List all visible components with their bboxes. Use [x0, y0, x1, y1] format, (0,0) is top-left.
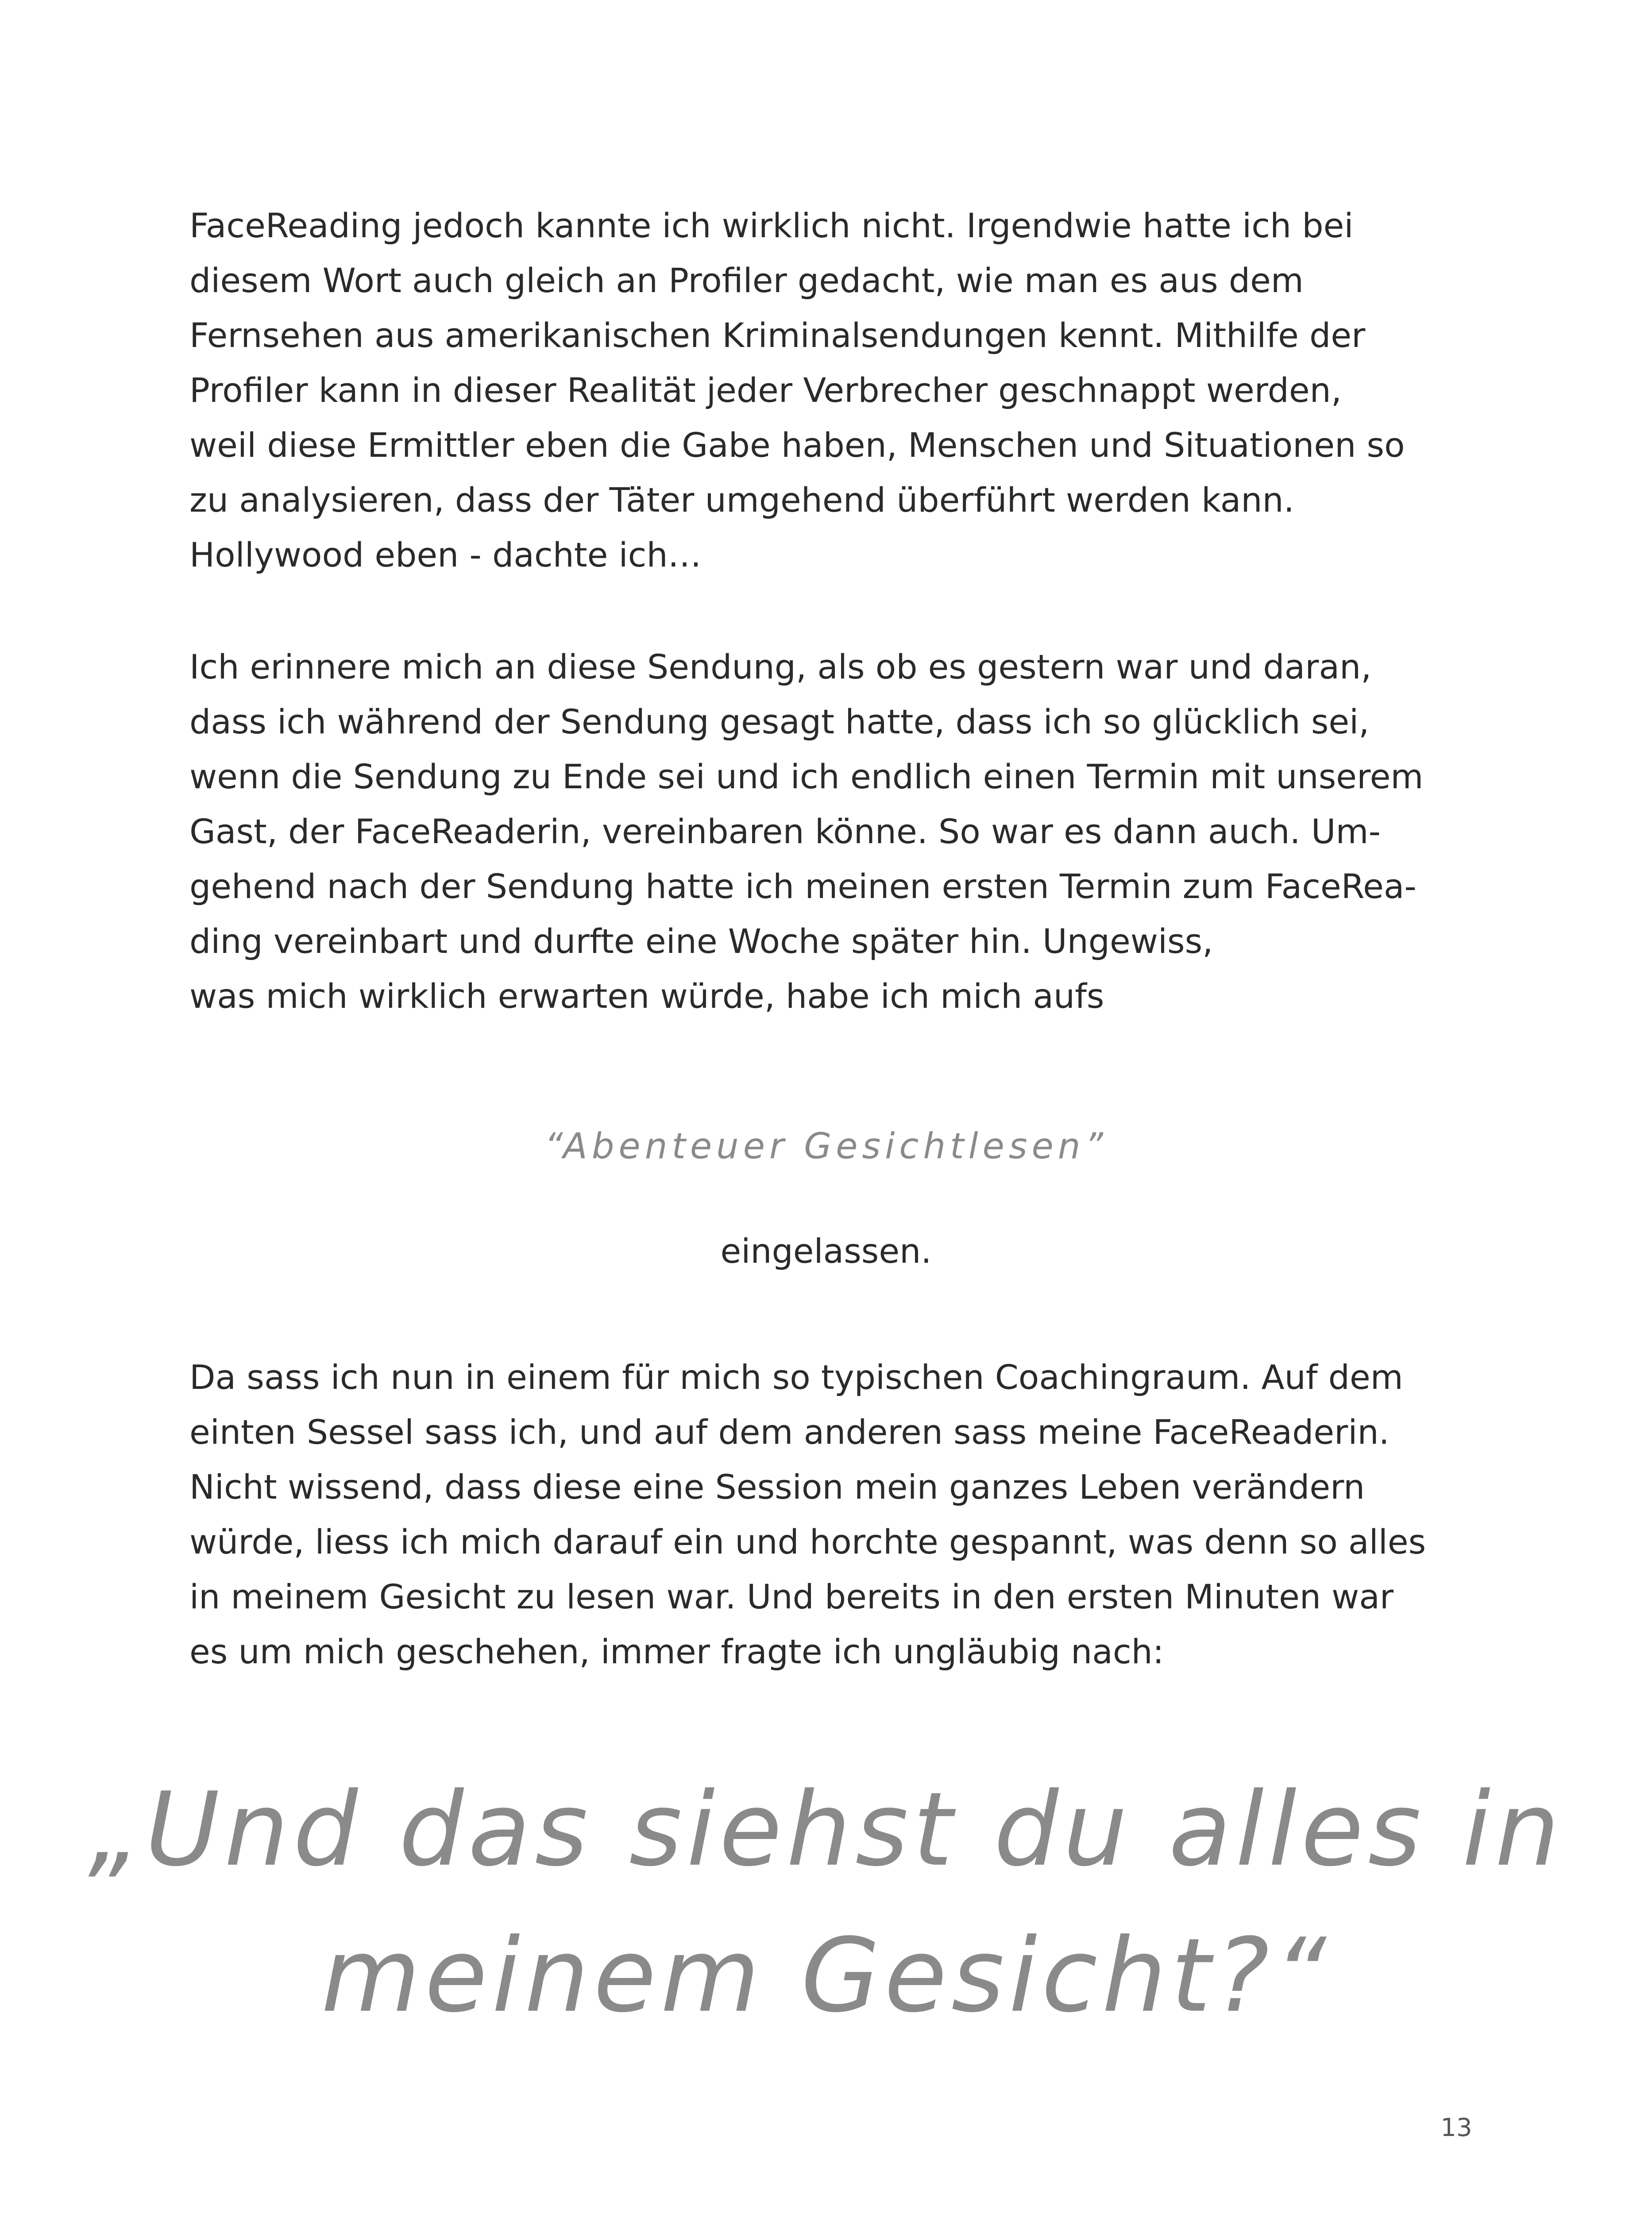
- text-line: Nicht wissend, dass diese eine Session mein ganzes Leben verändern: [189, 1467, 1365, 1507]
- text-line: dass ich während der Sendung gesagt hatte, dass ich so glücklich sei,: [189, 702, 1370, 741]
- text-line: ding vereinbart und durfte eine Woche später hin. Ungewiss,: [189, 921, 1213, 961]
- pull-quote-gesicht: [0, 1757, 1652, 2049]
- text-line: weil diese Ermittler eben die Gabe haben, Menschen und Situationen so: [189, 425, 1405, 465]
- quote-continuation-text: eingelassen.: [720, 1231, 932, 1271]
- text-line: Fernsehen aus amerikanischen Kriminalsendungen kennt. Mithilfe der: [189, 316, 1366, 355]
- text-line: Ich erinnere mich an diese Sendung, als ob es gestern war und daran,: [189, 647, 1372, 686]
- text-line: einten Sessel sass ich, und auf dem anderen sass meine FaceReaderin.: [189, 1412, 1390, 1452]
- text-line: was mich wirklich erwarten würde, habe ich mich aufs: [189, 976, 1104, 1016]
- text-line: es um mich geschehen, immer fragte ich ungläubig nach:: [189, 1632, 1164, 1671]
- text-line: Hollywood eben - dachte ich…: [189, 535, 702, 574]
- page-number: 13: [1440, 2113, 1472, 2142]
- quote-line: meinem Gesicht?“: [321, 1917, 1331, 2035]
- text-line: Gast, der FaceReaderin, vereinbaren könne. So war es dann auch. Um-: [189, 812, 1381, 851]
- text-line: Da sass ich nun in einem für mich so typischen Coachingraum. Auf dem: [189, 1357, 1403, 1397]
- text-line: in meinem Gesicht zu lesen war. Und bereits in den ersten Minuten war: [189, 1577, 1394, 1616]
- text-line: diesem Wort auch gleich an Profiler gedacht, wie man es aus dem: [189, 261, 1304, 300]
- paragraph-facereading-intro: [189, 198, 1517, 582]
- paragraph-remembering-show: [189, 640, 1517, 1024]
- text-line: zu analysieren, dass der Täter umgehend überführt werden kann.: [189, 480, 1294, 520]
- text-line: gehend nach der Sendung hatte ich meinen ersten Termin zum FaceRea-: [189, 867, 1417, 906]
- text-line: Profiler kann in dieser Realität jeder Verbrecher geschnappt werden,: [189, 370, 1342, 410]
- quote-line: „Und das siehst du alles in: [88, 1771, 1564, 1889]
- text-line: FaceReading jedoch kannte ich wirklich nicht. Irgendwie hatte ich bei: [189, 206, 1354, 245]
- text-line: wenn die Sendung zu Ende sei und ich endlich einen Termin mit unserem: [189, 757, 1424, 796]
- text-line: würde, liess ich mich darauf ein und horchte gespannt, was denn so alles: [189, 1522, 1426, 1561]
- paragraph-coaching-room: [189, 1350, 1517, 1679]
- pull-quote-abenteuer: “Abenteuer Gesichtlesen”: [544, 1126, 1108, 1167]
